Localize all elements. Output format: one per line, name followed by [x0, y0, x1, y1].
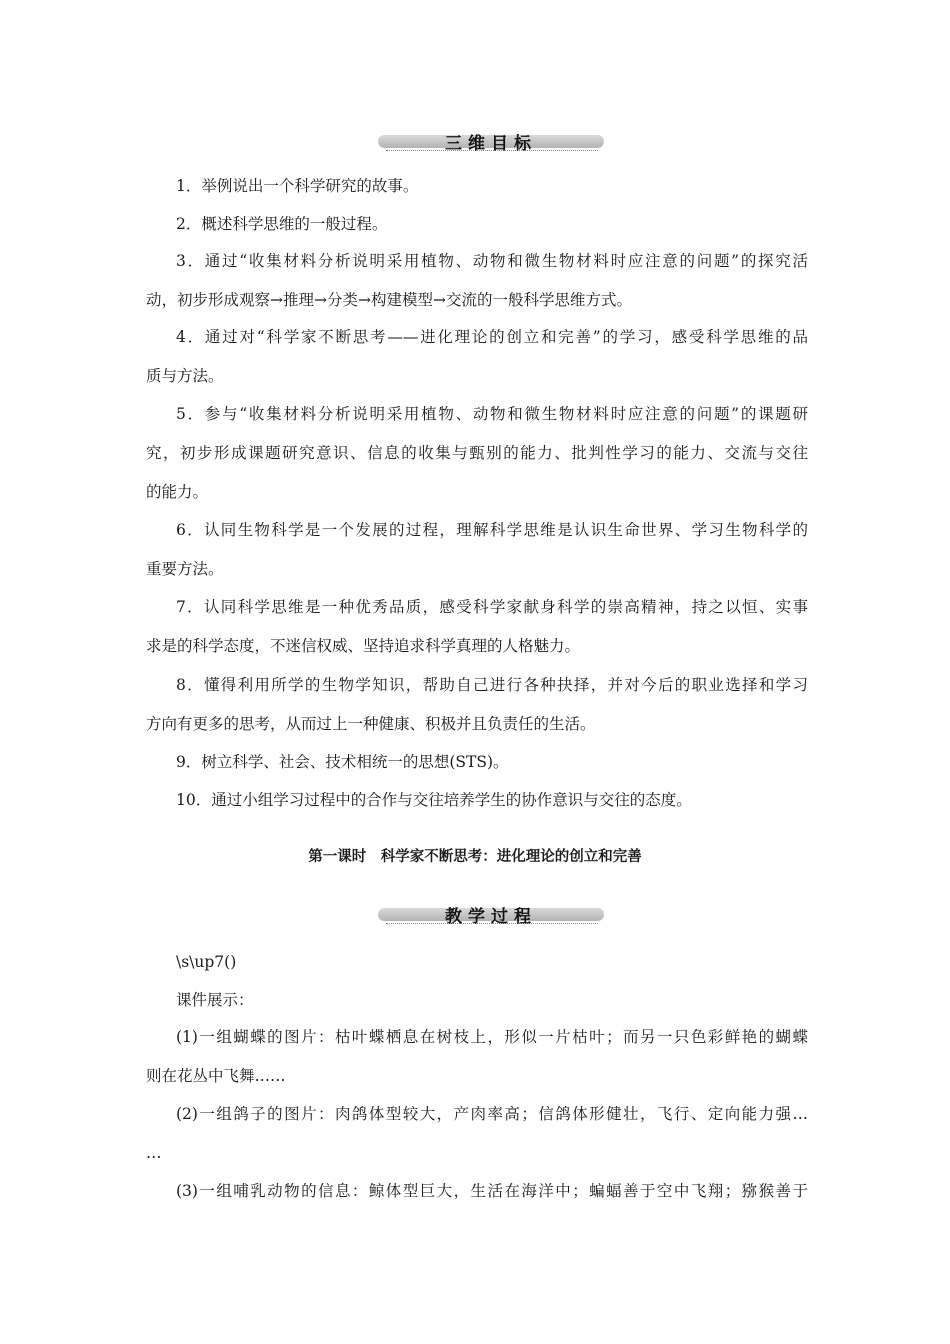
objective-5-line1: 5．参与“收集材料分析说明采用植物、动物和微生物材料时应注意的问题”的课题研	[176, 405, 808, 423]
objective-5-line3: 的能力。	[146, 483, 209, 501]
process-intro: 课件展示：	[176, 991, 254, 1009]
process-item-1-line2: 则在花丛中飞舞……	[146, 1067, 286, 1085]
process-item-3-line1: (3)一组哺乳动物的信息：鲸体型巨大，生活在海洋中；蝙蝠善于空中飞翔；猕猴善于	[176, 1182, 808, 1200]
objective-7-line2: 求是的科学态度，不迷信权威、坚持追求科学真理的人格魅力。	[146, 637, 581, 655]
objective-10: 10．通过小组学习过程中的合作与交往培养学生的协作意识与交往的态度。	[176, 791, 692, 809]
objective-6-line2: 重要方法。	[146, 560, 224, 578]
objective-2: 2．概述科学思维的一般过程。	[176, 215, 388, 233]
objective-5-line2: 究，初步形成课题研究意识、信息的收集与甄别的能力、批判性学习的能力、交流与交往	[146, 444, 808, 462]
objective-4-line2: 质与方法。	[146, 367, 224, 385]
lesson-heading: 第一课时 科学家不断思考：进化理论的创立和完善	[308, 849, 642, 865]
process-item-1-line1: (1)一组蝴蝶的图片：枯叶蝶栖息在树枝上，形似一片枯叶；而另一只色彩鲜艳的蝴蝶	[176, 1028, 808, 1046]
objective-7-line1: 7．认同科学思维是一种优秀品质，感受科学家献身科学的崇高精神，持之以恒、实事	[176, 598, 808, 616]
section-banner-objectives	[378, 133, 604, 155]
objective-3-line1: 3．通过“收集材料分析说明采用植物、动物和微生物材料时应注意的问题”的探究活	[176, 252, 808, 270]
process-item-2-line1: (2)一组鸽子的图片：肉鸽体型较大，产肉率高；信鸽体形健壮，飞行、定向能力强…	[176, 1105, 808, 1123]
process-item-2-line2: …	[146, 1144, 162, 1162]
process-code: \s\up7()	[176, 953, 237, 971]
objective-8-line2: 方向有更多的思考，从而过上一种健康、积极并且负责任的生活。	[146, 715, 596, 733]
section-banner-process	[378, 906, 604, 928]
objective-1: 1．举例说出一个科学研究的故事。	[176, 177, 419, 195]
objective-3-line2: 动，初步形成观察→推理→分类→构建模型→交流的一般科学思维方式。	[146, 291, 632, 309]
objective-6-line1: 6．认同生物科学是一个发展的过程，理解科学思维是认识生命世界、学习生物科学的	[176, 521, 808, 539]
objective-8-line1: 8．懂得利用所学的生物学知识，帮助自己进行各种抉择，并对今后的职业选择和学习	[176, 676, 808, 694]
section-title: 教学过程	[445, 907, 537, 927]
objective-4-line1: 4．通过对“科学家不断思考——进化理论的创立和完善”的学习，感受科学思维的品	[176, 328, 808, 346]
objective-9: 9．树立科学、社会、技术相统一的思想(STS)。	[176, 753, 509, 771]
section-title: 三维目标	[445, 134, 537, 154]
